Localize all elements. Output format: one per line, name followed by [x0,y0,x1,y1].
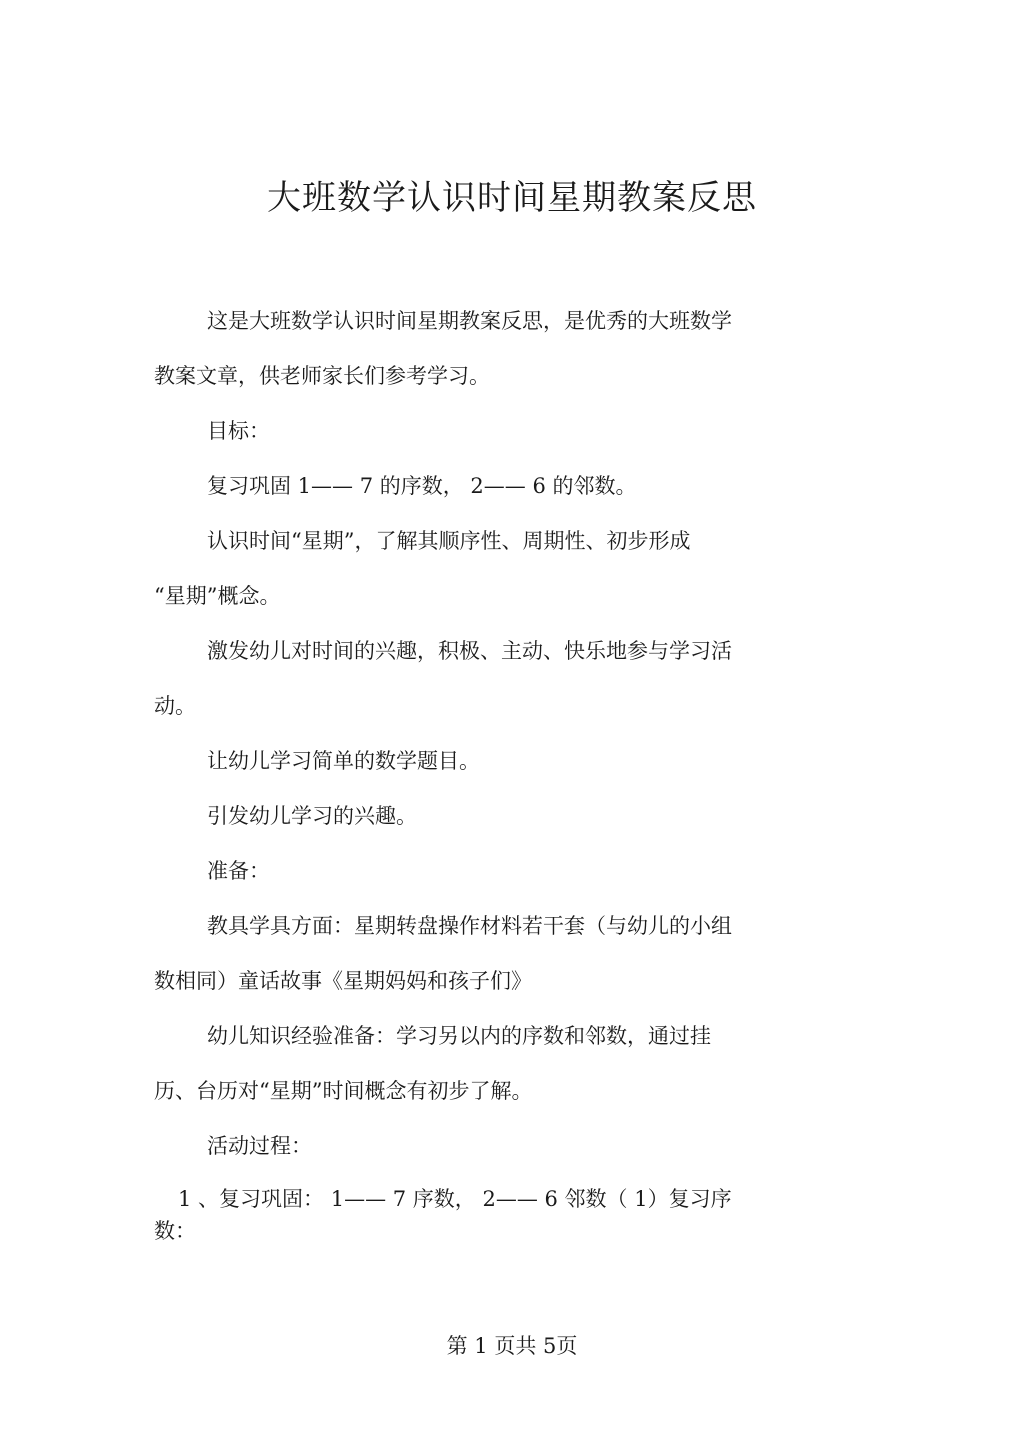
paragraph-line: 复习巩固 1—— 7 的序数， 2—— 6 的邻数。 [207,474,637,498]
paragraph-line: 数： [154,1219,196,1243]
paragraph-line: 1 、复习巩固： 1—— 7 序数， 2—— 6 邻数（ 1）复习序 [178,1187,732,1211]
paragraph-line: 历、台历对“星期”时间概念有初步了解。 [154,1079,533,1103]
paragraph-line: 教具学具方面：星期转盘操作材料若干套（与幼儿的小组 [207,914,732,938]
paragraph-line: “星期”概念。 [154,584,281,608]
section-heading: 目标： [207,419,270,443]
paragraph-line: 引发幼儿学习的兴趣。 [207,804,417,828]
paragraph-line: 这是大班数学认识时间星期教案反思，是优秀的大班数学 [207,309,732,333]
page-footer: 第 1 页共 5页 [446,1334,578,1358]
paragraph-line: 激发幼儿对时间的兴趣，积极、主动、快乐地参与学习活 [207,639,732,663]
section-heading: 活动过程： [207,1134,312,1158]
paragraph-line: 认识时间“星期”，了解其顺序性、周期性、初步形成 [207,529,691,553]
page-title: 大班数学认识时间星期教案反思 [267,178,757,218]
paragraph-line: 让幼儿学习简单的数学题目。 [207,749,480,773]
paragraph-line: 幼儿知识经验准备：学习另以内的序数和邻数，通过挂 [207,1024,711,1048]
paragraph-line: 数相同）童话故事《星期妈妈和孩子们》 [154,969,532,993]
paragraph-line: 教案文章，供老师家长们参考学习。 [154,364,490,388]
paragraph-line: 动。 [154,694,196,718]
section-heading: 准备： [207,859,270,883]
